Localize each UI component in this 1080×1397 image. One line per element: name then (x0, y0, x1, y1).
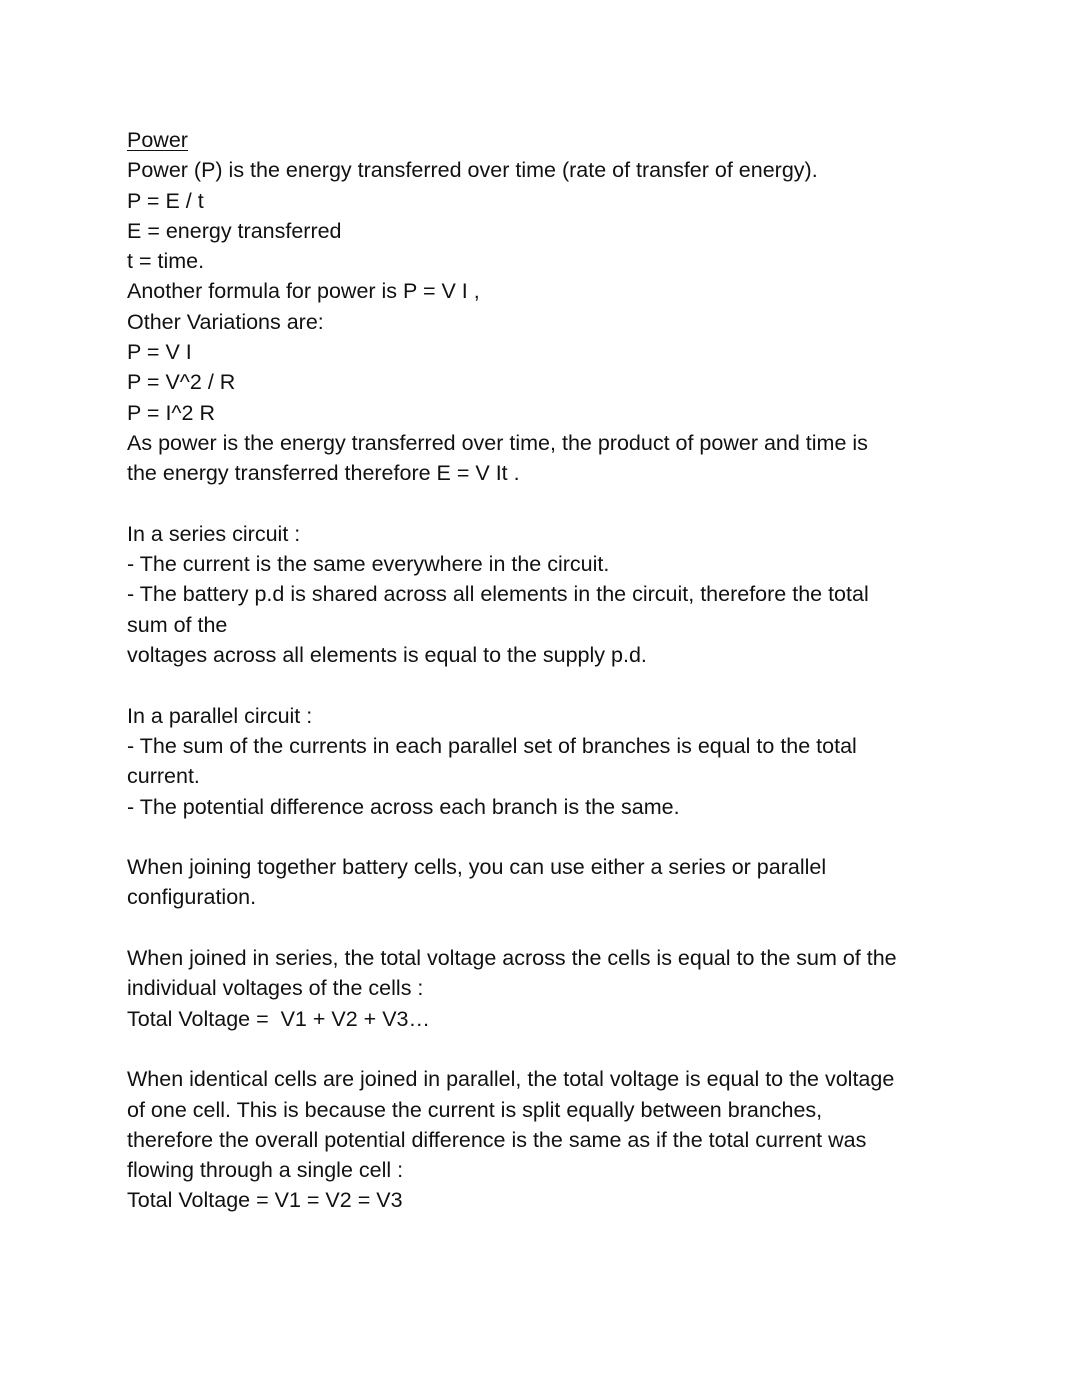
section-heading: In a parallel circuit : (127, 703, 313, 728)
formula-line: P = V I (127, 340, 192, 365)
cells-parallel-paragraph (127, 1064, 957, 1215)
document-page (127, 125, 957, 1216)
paragraph-spacer (127, 489, 957, 519)
paragraph-line: When identical cells are joined in parallel, the total voltage is equal to the voltage (127, 1067, 895, 1092)
paragraph-line: flowing through a single cell : (127, 1158, 404, 1183)
paragraph-line: When joining together battery cells, you can use either a series or parallel (127, 855, 827, 880)
paragraph-spacer (127, 822, 957, 852)
paragraph-line: the energy transferred therefore E = V It . (127, 461, 520, 486)
bullet-line: voltages across all elements is equal to the supply p.d. (127, 643, 647, 668)
formula-line: P = V^2 / R (127, 370, 236, 395)
page-title: Power (127, 128, 188, 152)
series-circuit-section (127, 519, 957, 670)
paragraph-line: of one cell. This is because the current is split equally between branches, (127, 1097, 823, 1122)
bullet-line: - The current is the same everywhere in the circuit. (127, 552, 610, 577)
formula-line: Total Voltage = V1 + V2 + V3… (127, 1006, 430, 1031)
bullet-line: - The potential difference across each branch is the same. (127, 794, 680, 819)
paragraph-line: As power is the energy transferred over time, the product of power and time is (127, 430, 868, 455)
paragraph-spacer (127, 1034, 957, 1064)
paragraph-spacer (127, 913, 957, 943)
paragraph-line: individual voltages of the cells : (127, 976, 424, 1001)
bullet-line: - The sum of the currents in each parallel set of branches is equal to the total (127, 733, 857, 758)
formula-line: P = E / t (127, 188, 204, 213)
paragraph-line: Power (P) is the energy transferred over time (rate of transfer of energy). (127, 158, 818, 183)
paragraph-line: t = time. (127, 249, 205, 274)
paragraph-line: E = energy transferred (127, 218, 342, 243)
paragraph-line: configuration. (127, 885, 257, 910)
bullet-line: sum of the (127, 612, 228, 637)
paragraph-line: therefore the overall potential difference is the same as if the total current was (127, 1127, 867, 1152)
paragraph-line: When joined in series, the total voltage across the cells is equal to the sum of the (127, 946, 897, 971)
paragraph-line: Another formula for power is P = V I , (127, 279, 480, 304)
section-heading: In a series circuit : (127, 521, 301, 546)
power-section (127, 155, 957, 488)
bullet-line: - The battery p.d is shared across all elements in the circuit, therefore the total (127, 582, 869, 607)
paragraph-spacer (127, 670, 957, 700)
cells-intro-paragraph (127, 852, 957, 913)
formula-line: P = I^2 R (127, 400, 215, 425)
cells-series-paragraph (127, 943, 957, 1034)
paragraph-line: Other Variations are: (127, 309, 324, 334)
bullet-line: current. (127, 764, 200, 789)
parallel-circuit-section (127, 701, 957, 822)
formula-line: Total Voltage = V1 = V2 = V3 (127, 1188, 403, 1213)
